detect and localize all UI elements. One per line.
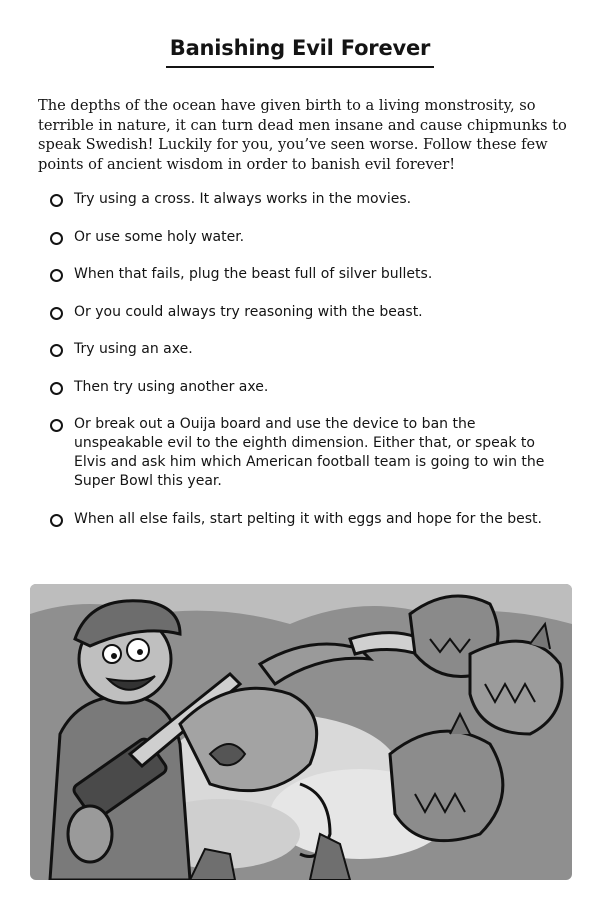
bullet-list [50,190,550,547]
bullet-circle-icon [50,344,63,357]
bullet-circle-icon [50,307,63,320]
bullet-circle-icon [50,419,63,432]
intro-paragraph: The depths of the ocean have given birth to a living monstrosity, so terrible in nature, it can turn dead men insane and cause chipmunks to speak Swedish! Luckily for you, you’ve seen worse. Follow these few points of ancient wisdom in order to banish evil forever! [38,97,567,173]
list-item-text: Try using an axe. [74,341,193,357]
list-item-text: When that fails, plug the beast full of silver bullets. [74,266,433,282]
list-item [50,510,550,529]
list-item-text: Or use some holy water. [74,228,245,245]
list-item [50,265,550,284]
list-item-text: Or you could always try reasoning with the beast. [74,303,423,320]
list-item [50,228,550,247]
list-item-text: Then try using another axe. [74,378,269,395]
bullet-circle-icon [50,382,63,395]
comic-illustration [30,584,572,880]
list-item-text: Try using a cross. It always works in the movies. [74,191,412,207]
list-item [50,303,550,322]
list-item [50,415,550,491]
list-item [50,190,550,209]
bullet-circle-icon [50,269,63,282]
title-block [0,36,600,68]
page-title: Banishing Evil Forever [166,36,434,68]
bullet-circle-icon [50,232,63,245]
list-item [50,378,550,397]
list-item [50,340,550,359]
list-item-text: When all else fails, start pelting it with eggs and hope for the best. [74,510,542,527]
list-item-text: Or break out a Ouija board and use the device to ban the unspeakable evil to the eighth dimension. Either that, or speak to Elvis and ask him which American football team is going to win the Super Bowl this year. [74,416,545,489]
bullet-circle-icon [50,194,63,207]
bullet-circle-icon [50,514,63,527]
comic-illustration-drawing [30,584,572,880]
